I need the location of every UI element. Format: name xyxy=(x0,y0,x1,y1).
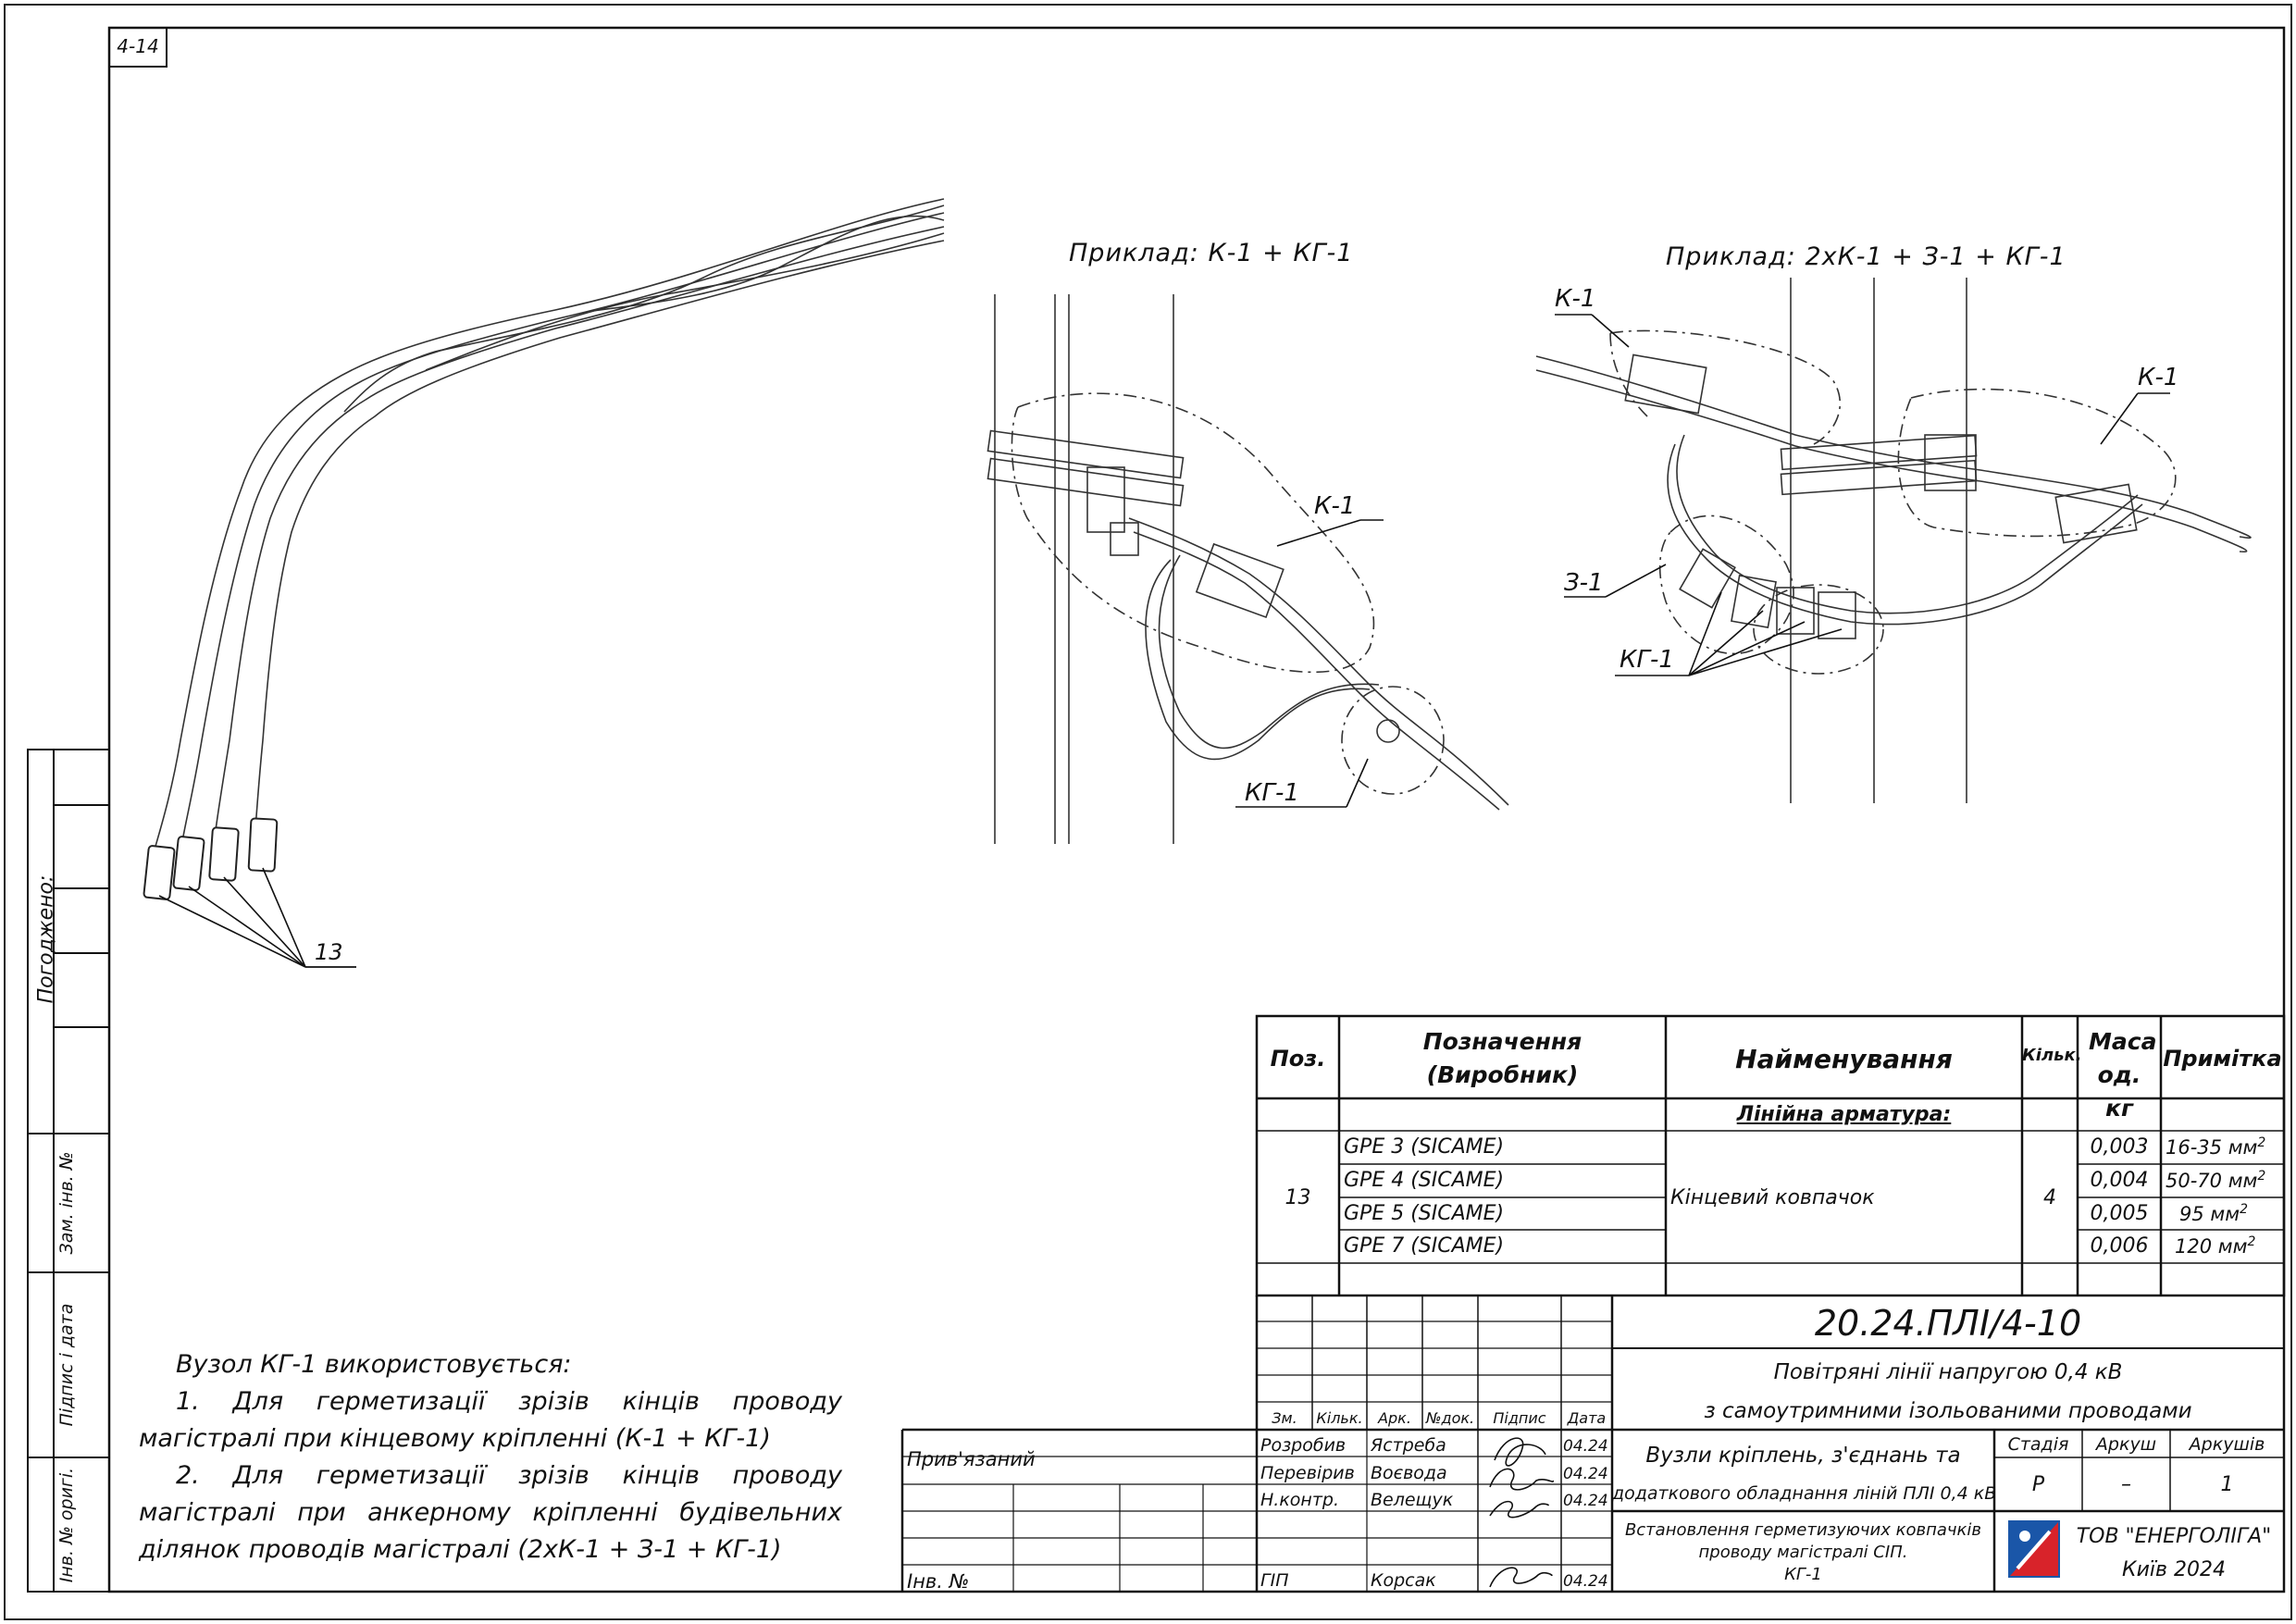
example2-k1-left-label: К-1 xyxy=(1555,285,1596,313)
spec-row-mass: 0,004 xyxy=(2090,1169,2149,1192)
person-date: 04.24 xyxy=(1563,1492,1608,1510)
person-role: Н.контр. xyxy=(1260,1490,1340,1510)
spec-row-note xyxy=(2166,1169,2265,1192)
spec-row-designation: GPE 3 (SICAME) xyxy=(1344,1135,1505,1159)
linked-label: Прив'язаний xyxy=(907,1448,1036,1470)
col-header-qty: Кільк. xyxy=(1316,1409,1363,1427)
spec-header-note: Примітка xyxy=(2163,1046,2282,1072)
person-name: Воєвода xyxy=(1371,1463,1447,1483)
spec-row-note xyxy=(2175,1234,2255,1258)
spec-row-note-sup: 2 xyxy=(2240,1202,2249,1217)
spec-group-pos: 13 xyxy=(1285,1186,1311,1209)
sheet-title-line-1: Встановлення герметизуючих ковпачків xyxy=(1624,1520,1982,1540)
spec-row-note-text: 50-70 мм xyxy=(2166,1170,2258,1192)
spec-row-designation: GPE 4 (SICAME) xyxy=(1344,1169,1505,1192)
notes-title: Вузол КГ-1 використовується: xyxy=(176,1350,572,1379)
example1-leaders xyxy=(1235,520,1384,807)
spec-row-note-text: 120 мм xyxy=(2175,1235,2248,1258)
person-role: Розробив xyxy=(1260,1435,1347,1456)
example1-k1-label: К-1 xyxy=(1314,492,1356,520)
spec-header-pos: Поз. xyxy=(1270,1046,1326,1072)
end-cap-icons xyxy=(143,818,277,899)
spec-row-designation: GPE 5 (SICAME) xyxy=(1344,1202,1505,1225)
col-header-zm: Зм. xyxy=(1272,1409,1297,1427)
person-role: Перевірив xyxy=(1260,1463,1355,1483)
stage-value: Р xyxy=(2031,1473,2045,1496)
col-header-ark: Арк. xyxy=(1378,1409,1411,1427)
side-replace-inv-label: Зам. інв. № xyxy=(56,1151,77,1255)
spec-row-note-text: 16-35 мм xyxy=(2166,1136,2258,1159)
spec-header-mass: Маса од. кг xyxy=(2089,1028,2157,1122)
section-line-2: додаткового обладнання ліній ПЛІ 0,4 кВ xyxy=(1612,1483,1997,1504)
sheet-code: 4-14 xyxy=(117,35,159,57)
inv-label: Інв. № xyxy=(907,1570,970,1593)
company-logo-icon xyxy=(2008,1520,2060,1578)
person-role: ГІП xyxy=(1260,1570,1289,1591)
example2-z1-label: З-1 xyxy=(1564,569,1604,597)
spec-row-mass: 0,005 xyxy=(2090,1202,2149,1225)
example1-sketch xyxy=(987,294,1508,844)
notes-item-2: 2. Для герметизації зрізів кінців проводу магістралі при анкерному кріпленні будівельних ділянок проводів магістралі (2хК-1 + З-1 + КГ-1) xyxy=(139,1461,842,1564)
person-date: 04.24 xyxy=(1563,1572,1608,1591)
example1-kg1-label: КГ-1 xyxy=(1245,779,1299,807)
section-line-1: Вузли кріплень, з'єднань та xyxy=(1645,1444,1961,1468)
col-header-sign: Підпис xyxy=(1493,1409,1546,1427)
person-name: Ястреба xyxy=(1371,1435,1446,1456)
col-header-date: Дата xyxy=(1567,1409,1607,1427)
sheet-title-line-2: проводу магістралі СІП. xyxy=(1698,1543,1908,1562)
spec-header-designation: Позначення (Виробник) xyxy=(1422,1028,1582,1088)
notes-item-1: 1. Для герметизації зрізів кінців проводу магістралі при кінцевому кріпленні (К-1 + КГ-1) xyxy=(139,1387,842,1453)
spec-row-mass: 0,006 xyxy=(2090,1234,2149,1258)
spec-row-note-sup: 2 xyxy=(2247,1234,2256,1249)
company-city: Київ 2024 xyxy=(2122,1558,2226,1581)
side-sign-date-label: Підпис і дата xyxy=(56,1303,77,1427)
person-date: 04.24 xyxy=(1563,1437,1608,1456)
object-line-1: Повітряні лінії напругою 0,4 кВ xyxy=(1773,1360,2123,1384)
spec-row-designation: GPE 7 (SICAME) xyxy=(1344,1234,1505,1258)
spec-group-name: Кінцевий ковпачок xyxy=(1670,1186,1875,1209)
sheet-header: Аркуш xyxy=(2095,1434,2157,1455)
person-name: Корсак xyxy=(1371,1570,1436,1591)
company-name: ТОВ "ЕНЕРГОЛІГА" xyxy=(2076,1525,2272,1548)
col-header-doc: №док. xyxy=(1425,1409,1475,1427)
spec-header-name: Найменування xyxy=(1735,1044,1953,1074)
spec-section-label: Лінійна арматура: xyxy=(1736,1103,1952,1126)
spec-row-note-text: 95 мм xyxy=(2179,1203,2240,1225)
side-orig-inv-label: Інв. № оригі. xyxy=(56,1467,77,1583)
sheet-title-line-3: КГ-1 xyxy=(1784,1565,1822,1584)
usage-notes xyxy=(139,1346,842,1568)
example1-title: Приклад: К-1 + КГ-1 xyxy=(1069,239,1354,267)
example2-k1-right-label: К-1 xyxy=(2138,364,2179,391)
person-name: Велещук xyxy=(1371,1490,1454,1510)
spec-row-note xyxy=(2179,1202,2248,1225)
spec-group-qty: 4 xyxy=(2043,1186,2056,1209)
sheets-header: Аркушів xyxy=(2189,1434,2265,1455)
doc-code: 20.24.ПЛІ/4-10 xyxy=(1814,1303,2082,1344)
pos-13-label: 13 xyxy=(315,939,343,965)
spec-header-qty: Кільк. xyxy=(2022,1046,2082,1065)
object-line-2: з самоутримними ізольованими проводами xyxy=(1704,1399,2192,1423)
cable-bundle-left xyxy=(153,199,944,856)
spec-row-note xyxy=(2166,1135,2265,1159)
spec-row-note-sup: 2 xyxy=(2257,1135,2266,1150)
example2-sketch xyxy=(1536,278,2251,803)
side-agreed-label: Погоджено: xyxy=(34,874,58,1004)
person-date: 04.24 xyxy=(1563,1465,1608,1483)
spec-row-mass: 0,003 xyxy=(2090,1135,2149,1159)
example2-title: Приклад: 2хК-1 + З-1 + КГ-1 xyxy=(1666,242,2066,271)
spec-row-note-sup: 2 xyxy=(2257,1169,2266,1184)
sheet-value: – xyxy=(2121,1473,2131,1496)
example2-leaders xyxy=(1555,315,2170,676)
stage-header: Стадія xyxy=(2007,1434,2069,1455)
example2-kg1-label: КГ-1 xyxy=(1620,646,1674,674)
sheets-value: 1 xyxy=(2220,1473,2234,1496)
